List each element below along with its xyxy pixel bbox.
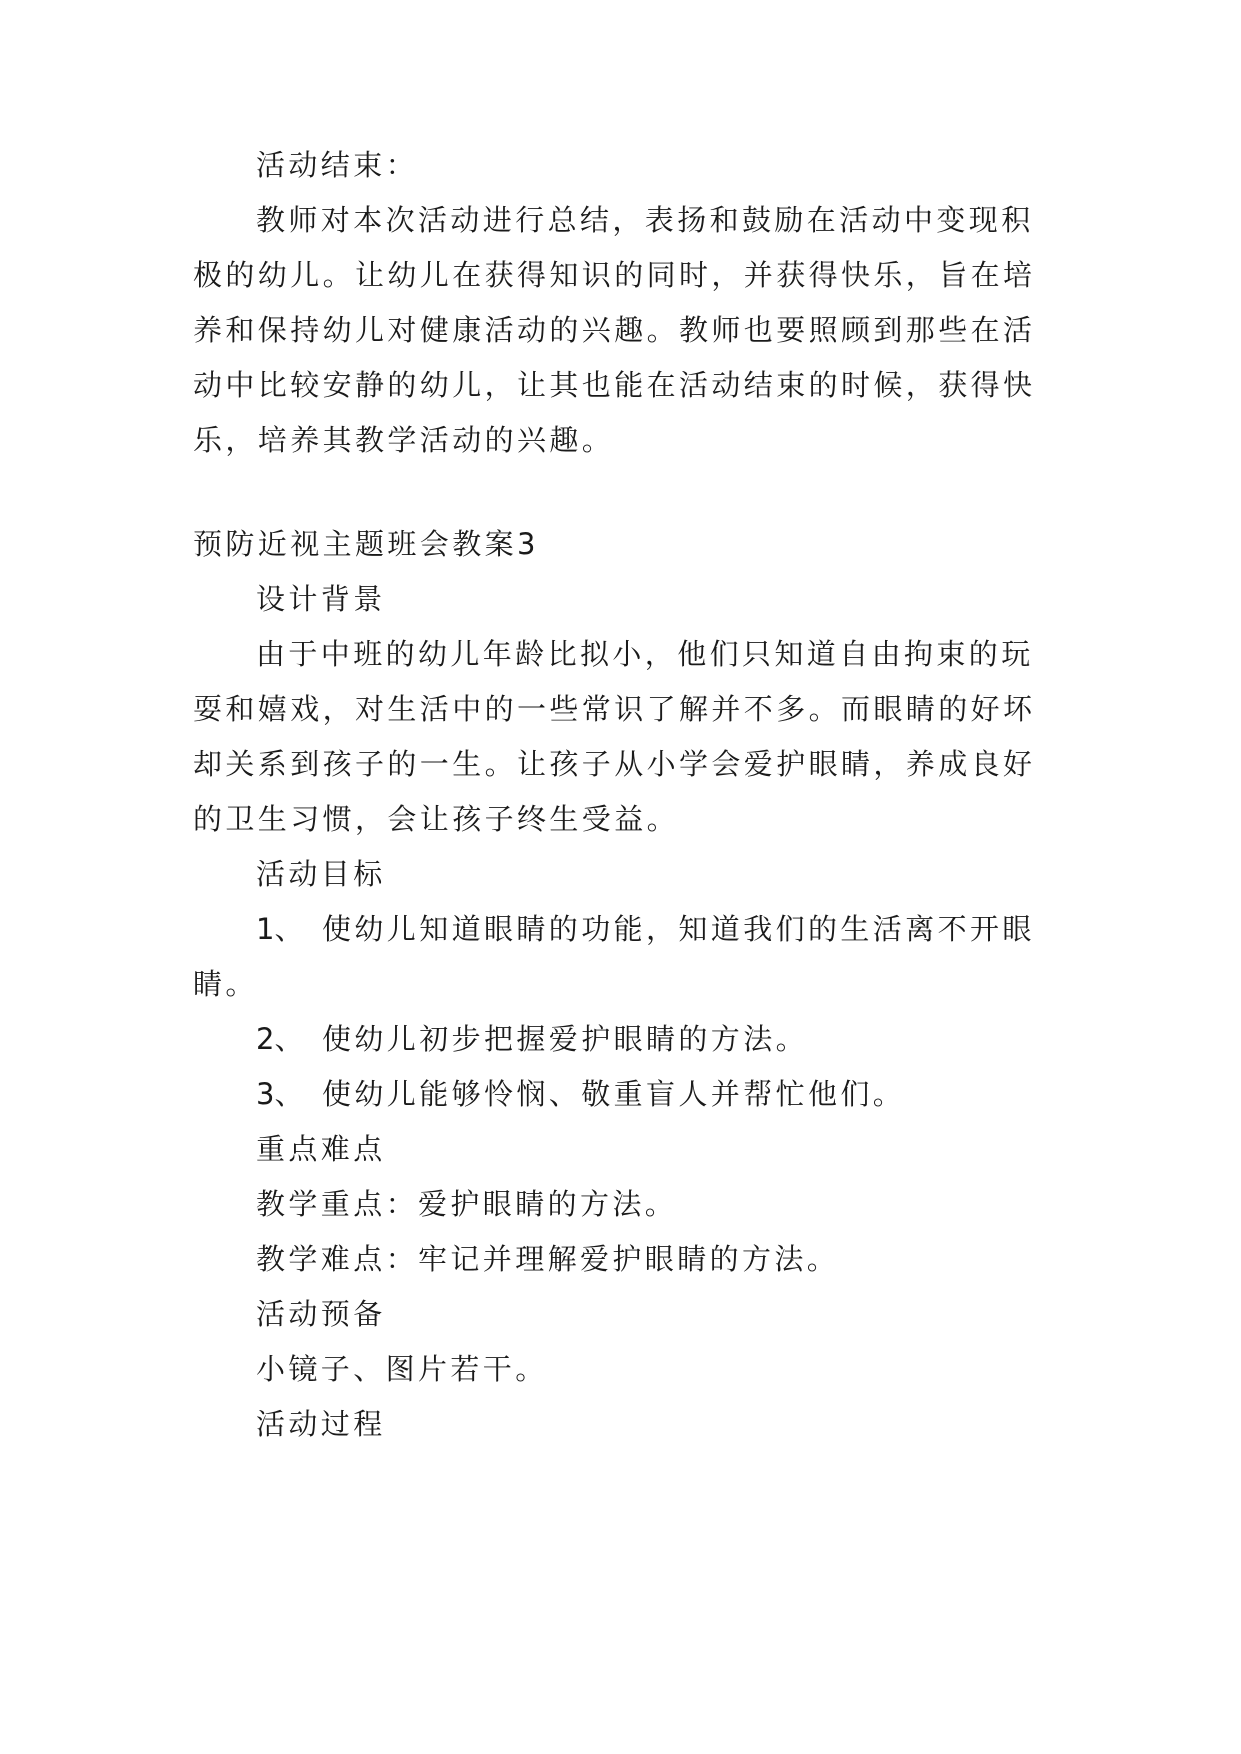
goal-item — [256, 912, 1035, 946]
section-heading-key-points: 重点难点 — [256, 1132, 386, 1166]
goal-text: 使幼儿知道眼睛的功能，知道我们的生活离不开眼 — [322, 912, 1035, 946]
paragraph-line: 养和保持幼儿对健康活动的兴趣。教师也要照顾到那些在活 — [193, 313, 1036, 347]
paragraph-line: 由于中班的幼儿年龄比拟小，他们只知道自由拘束的玩 — [256, 637, 1034, 671]
goal-text: 使幼儿初步把握爱护眼睛的方法。 — [322, 1022, 809, 1056]
goal-number: 3、 — [256, 1077, 304, 1111]
teaching-difficulty: 教学难点：牢记并理解爱护眼睛的方法。 — [256, 1242, 840, 1276]
section-heading-activity-goals: 活动目标 — [256, 857, 386, 891]
section-heading-design-background: 设计背景 — [256, 582, 386, 616]
goal-number: 2、 — [256, 1022, 304, 1056]
paragraph-line: 却关系到孩子的一生。让孩子从小学会爱护眼睛，养成良好 — [193, 747, 1036, 781]
goal-item — [256, 1077, 905, 1111]
paragraph-line: 的卫生习惯，会让孩子终生受益。 — [193, 802, 680, 836]
goal-item — [256, 1022, 808, 1056]
section-heading-preparation: 活动预备 — [256, 1297, 386, 1331]
paragraph-line: 乐，培养其教学活动的兴趣。 — [193, 423, 615, 457]
lesson-title: 预防近视主题班会教案3 — [193, 527, 539, 561]
goal-continuation: 睛。 — [193, 967, 258, 1001]
paragraph-line: 极的幼儿。让幼儿在获得知识的同时，并获得快乐，旨在培 — [193, 258, 1036, 292]
preparation-content: 小镜子、图片若干。 — [256, 1352, 548, 1386]
paragraph-line: 教师对本次活动进行总结，表扬和鼓励在活动中变现积 — [256, 203, 1034, 237]
goal-number: 1、 — [256, 912, 304, 946]
teaching-focus: 教学重点：爱护眼睛的方法。 — [256, 1187, 678, 1221]
paragraph-line: 耍和嬉戏，对生活中的一些常识了解并不多。而眼睛的好坏 — [193, 692, 1036, 726]
goal-text: 使幼儿能够怜悯、敬重盲人并帮忙他们。 — [322, 1077, 906, 1111]
paragraph-line: 动中比较安静的幼儿，让其也能在活动结束的时候，获得快 — [193, 368, 1036, 402]
section-heading-process: 活动过程 — [256, 1407, 386, 1441]
section-heading-activity-end: 活动结束： — [256, 148, 419, 182]
